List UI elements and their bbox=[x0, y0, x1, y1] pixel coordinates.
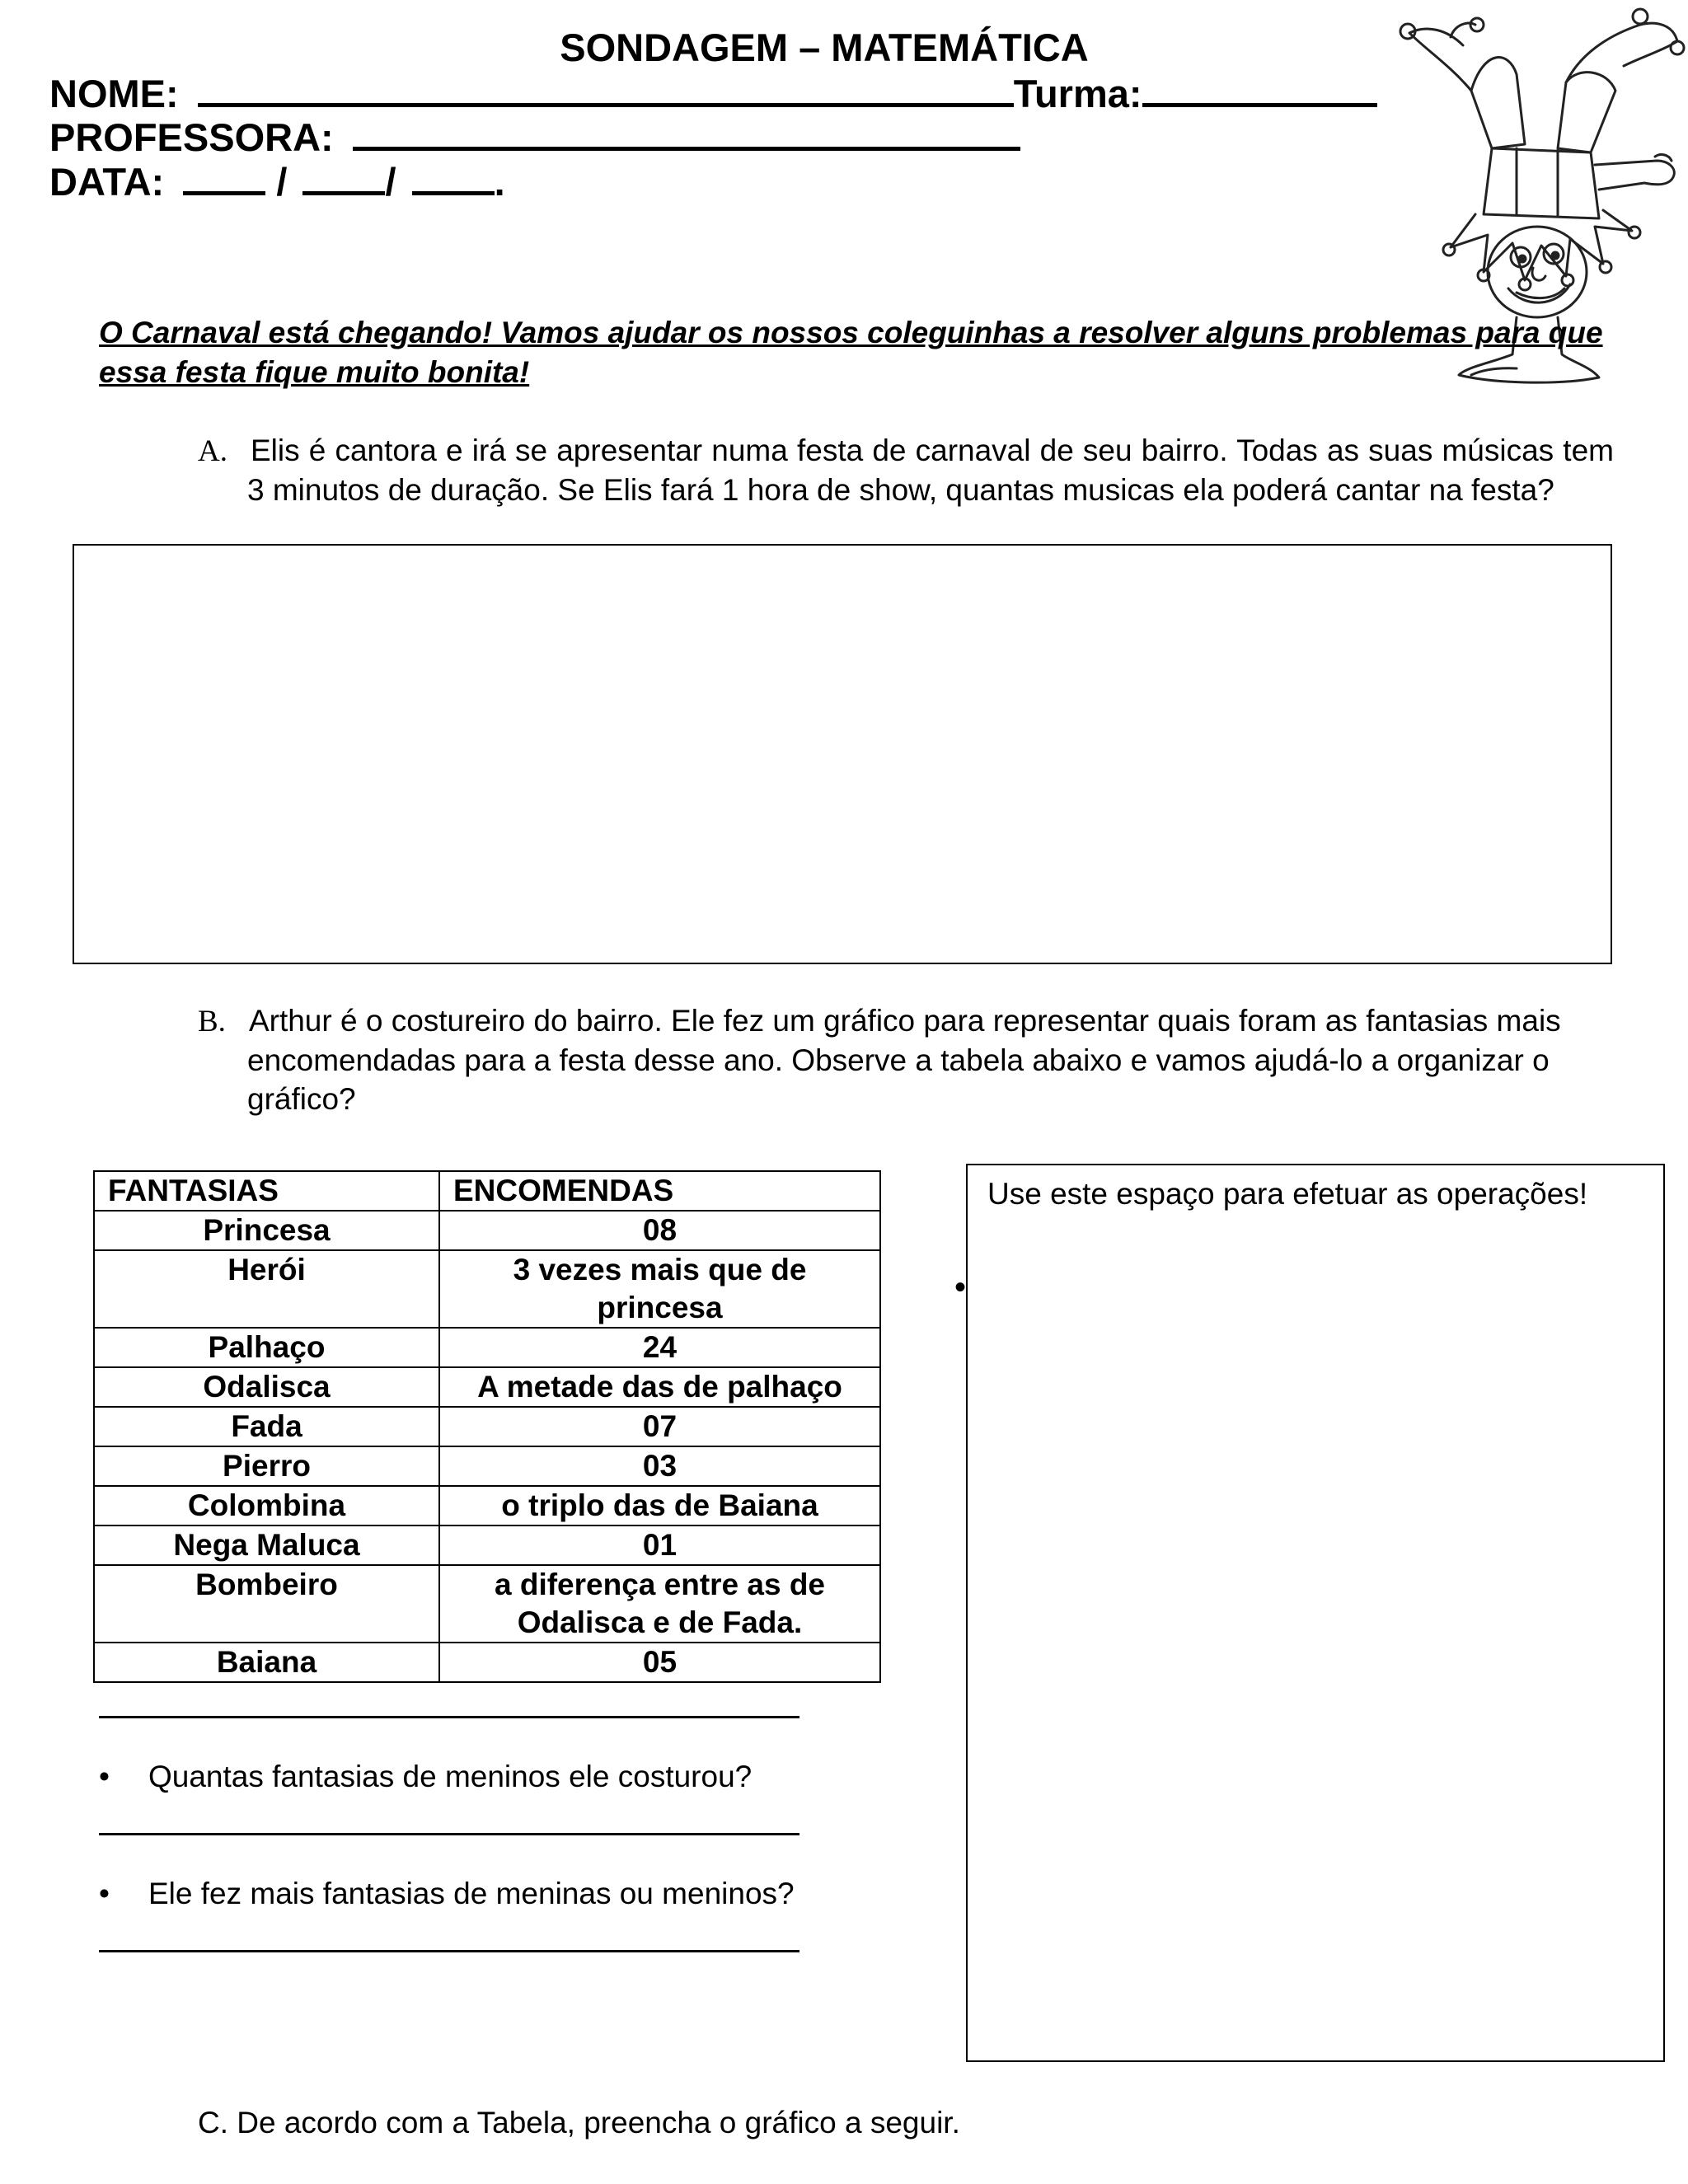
fantasia-cell: Fada bbox=[94, 1407, 439, 1446]
table-row bbox=[94, 1486, 880, 1526]
table-row bbox=[94, 1565, 880, 1643]
table-row bbox=[94, 1211, 880, 1250]
fantasia-cell: Bombeiro bbox=[94, 1565, 439, 1643]
date-separator: / bbox=[385, 160, 396, 204]
table-row bbox=[94, 1407, 880, 1446]
professora-label: PROFESSORA: bbox=[49, 115, 334, 159]
day-blank[interactable] bbox=[183, 158, 265, 195]
table-row bbox=[94, 1367, 880, 1407]
encomenda-cell: a diferença entre as de Odalisca e de Fada. bbox=[439, 1565, 880, 1643]
professora-row bbox=[49, 114, 1020, 160]
bullet-symbol: • bbox=[99, 1877, 110, 1910]
turma-blank[interactable] bbox=[1142, 70, 1377, 107]
table-row bbox=[94, 1328, 880, 1367]
encomenda-cell: 01 bbox=[439, 1526, 880, 1565]
data-row bbox=[49, 158, 505, 204]
month-blank[interactable] bbox=[302, 158, 385, 195]
answer-line[interactable] bbox=[99, 1833, 799, 1835]
answer-line[interactable] bbox=[99, 1716, 799, 1718]
operations-box[interactable] bbox=[966, 1164, 1665, 2062]
encomenda-cell: 03 bbox=[439, 1446, 880, 1486]
table-row bbox=[94, 1250, 880, 1328]
encomenda-cell: 05 bbox=[439, 1643, 880, 1682]
nome-label: NOME: bbox=[49, 72, 179, 115]
encomenda-cell: 07 bbox=[439, 1407, 880, 1446]
answer-line[interactable] bbox=[99, 1950, 799, 1952]
question-b-text: Arthur é o costureiro do bairro. Ele fez um gráfico para representar quais foram as fantasias mais encomendadas para a festa desse ano. Observe a tabela abaixo e vamos ajudá-lo a organizar o gráfico? bbox=[247, 1004, 1561, 1116]
date-end: . bbox=[494, 160, 505, 204]
bullet-symbol: • bbox=[99, 1760, 110, 1793]
bullet-question-2 bbox=[99, 1877, 795, 1911]
encomenda-cell: 3 vezes mais que de princesa bbox=[439, 1250, 880, 1328]
question-a-text: Elis é cantora e irá se apresentar numa festa de carnaval de seu bairro. Todas as suas músicas tem 3 minutos de duração. Se Elis fará 1 hora de show, quantas musicas ela poderá cantar na festa? bbox=[247, 434, 1614, 507]
bullet-question-1 bbox=[99, 1760, 752, 1794]
nome-blank[interactable] bbox=[198, 70, 1014, 107]
bullet-text: Ele fez mais fantasias de meninas ou meninos? bbox=[148, 1877, 795, 1910]
fantasias-table bbox=[93, 1170, 881, 1683]
header-encomendas: ENCOMENDAS bbox=[439, 1171, 880, 1211]
fantasia-cell: Colombina bbox=[94, 1486, 439, 1526]
stray-bullet: • bbox=[954, 1269, 967, 1305]
fantasia-cell: Nega Maluca bbox=[94, 1526, 439, 1565]
question-a-marker: A. bbox=[198, 434, 227, 468]
question-a bbox=[198, 431, 1614, 509]
fantasia-cell: Princesa bbox=[94, 1211, 439, 1250]
fantasia-cell: Odalisca bbox=[94, 1367, 439, 1407]
turma-label: Turma: bbox=[1013, 72, 1142, 115]
answer-box-a[interactable] bbox=[73, 544, 1612, 964]
encomenda-cell: o triplo das de Baiana bbox=[439, 1486, 880, 1526]
fantasia-cell: Herói bbox=[94, 1250, 439, 1328]
header-fantasias: FANTASIAS bbox=[94, 1171, 439, 1211]
nome-row bbox=[49, 70, 1377, 116]
encomenda-cell: A metade das de palhaço bbox=[439, 1367, 880, 1407]
question-c: C. De acordo com a Tabela, preencha o gráfico a seguir. bbox=[198, 2106, 960, 2139]
table-row bbox=[94, 1446, 880, 1486]
table-row bbox=[94, 1643, 880, 1682]
year-blank[interactable] bbox=[412, 158, 495, 195]
page-title: SONDAGEM – MATEMÁTICA bbox=[560, 26, 1089, 69]
encomenda-cell: 08 bbox=[439, 1211, 880, 1250]
fantasia-cell: Palhaço bbox=[94, 1328, 439, 1367]
professora-blank[interactable] bbox=[353, 114, 1020, 151]
table-header-row bbox=[94, 1171, 880, 1211]
operations-label: Use este espaço para efetuar as operações! bbox=[987, 1177, 1588, 1211]
fantasia-cell: Pierro bbox=[94, 1446, 439, 1486]
table-row bbox=[94, 1526, 880, 1565]
bullet-text: Quantas fantasias de meninos ele costurou? bbox=[148, 1760, 753, 1793]
intro-text: O Carnaval está chegando! Vamos ajudar os nossos coleguinhas a resolver alguns problemas para que essa festa fique muito bonita! bbox=[99, 316, 1603, 389]
question-b bbox=[198, 1001, 1614, 1118]
question-b-marker: B. bbox=[198, 1005, 226, 1038]
date-separator: / bbox=[276, 160, 288, 204]
encomenda-cell: 24 bbox=[439, 1328, 880, 1367]
fantasia-cell: Baiana bbox=[94, 1643, 439, 1682]
data-label: DATA: bbox=[49, 160, 165, 204]
